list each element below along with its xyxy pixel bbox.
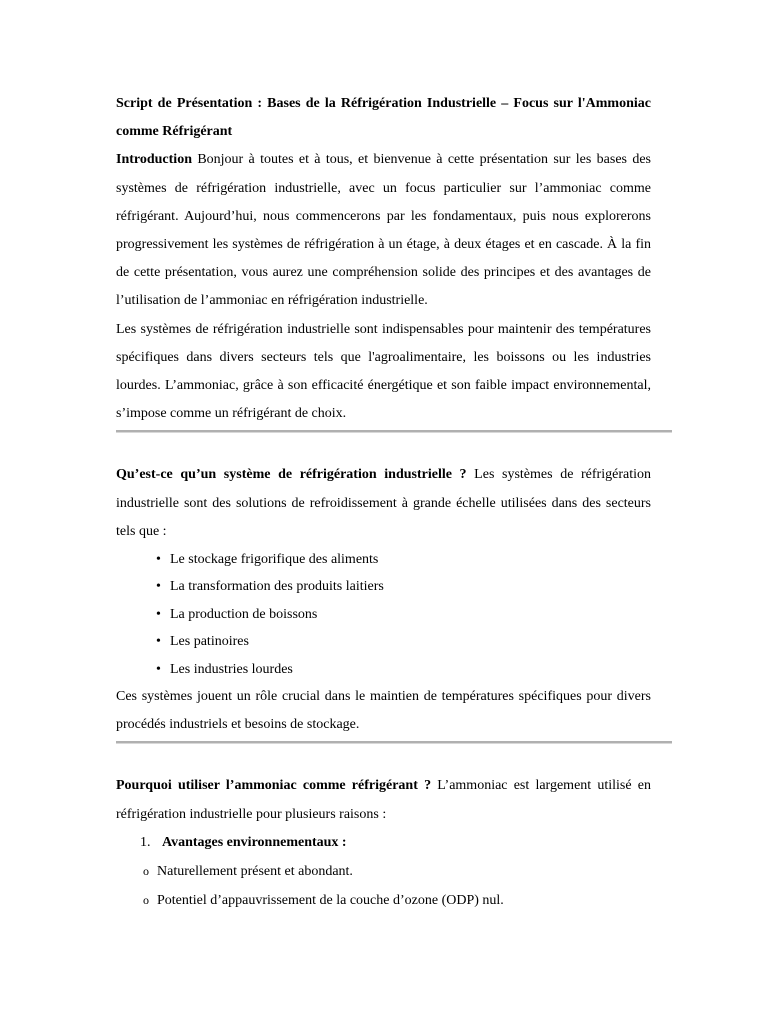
list-item: • La production de boissons xyxy=(156,601,651,628)
list-item: • Les industries lourdes xyxy=(156,656,651,683)
circle-bullet-icon: o xyxy=(143,863,149,878)
sector-list xyxy=(116,546,651,683)
list-item: • Les patinoires xyxy=(156,628,651,655)
item-number: 1. xyxy=(140,834,151,850)
section1-closing: Ces systèmes jouent un rôle crucial dans le maintien de températures spécifiques pour divers procédés industriels et besoins de stockage. xyxy=(116,689,651,733)
item-label: Avantages environnementaux : xyxy=(162,834,347,850)
numbered-item xyxy=(116,829,651,857)
intro-heading: Introduction xyxy=(116,152,192,168)
section2-text: L’ammoniac est largement utilisé en réfrigération industrielle pour plusieurs raisons : xyxy=(116,778,651,822)
document-content xyxy=(116,90,651,915)
section2-heading: Pourquoi utiliser l’ammoniac comme réfrigérant ? xyxy=(116,778,432,794)
document-title: Script de Présentation : Bases de la Réfrigération Industrielle – Focus sur l'Ammoniac comme Réfrigérant xyxy=(116,96,651,140)
sub-list-item: o Naturellement présent et abondant. xyxy=(116,857,651,886)
sub-list-item: o Potentiel d’appauvrissement de la couche d’ozone (ODP) nul. xyxy=(116,886,651,915)
list-item: • Le stockage frigorifique des aliments xyxy=(156,546,651,573)
section2-paragraph xyxy=(116,772,651,828)
section1-heading: Qu’est-ce qu’un système de réfrigération industrielle ? xyxy=(116,467,467,483)
section1-text: Les systèmes de réfrigération industrielle sont des solutions de refroidissement à grande échelle utilisées dans des secteurs tels que : xyxy=(116,467,651,539)
list-item: • La transformation des produits laitiers xyxy=(156,573,651,600)
section1-paragraph xyxy=(116,461,651,546)
intro-paragraph-2: Les systèmes de réfrigération industrielle sont indispensables pour maintenir des températures spécifiques dans divers secteurs tels que l'agroalimentaire, les boissons ou les industries lourdes. L’ammoniac, grâce à son efficacité énergétique et son faible impact environnemental, s’impose comme un réfrigérant de choix. xyxy=(116,321,651,422)
intro-paragraph xyxy=(116,146,651,315)
intro-text: Bonjour à toutes et à tous, et bienvenue à cette présentation sur les bases des systèmes de réfrigération industrielle, avec un focus particulier sur l’ammoniac comme réfrigérant. Aujourd’hui, nous commencerons par les fondamentaux, puis nous explorerons progressivement les systèmes de réfrigération à un étage, à deux étages et en cascade. À la fin de cette présentation, vous aurez une compréhension solide des principes et des avantages de l’utilisation de l’ammoniac en réfrigération industrielle. xyxy=(116,152,651,309)
circle-bullet-icon: o xyxy=(143,892,149,907)
